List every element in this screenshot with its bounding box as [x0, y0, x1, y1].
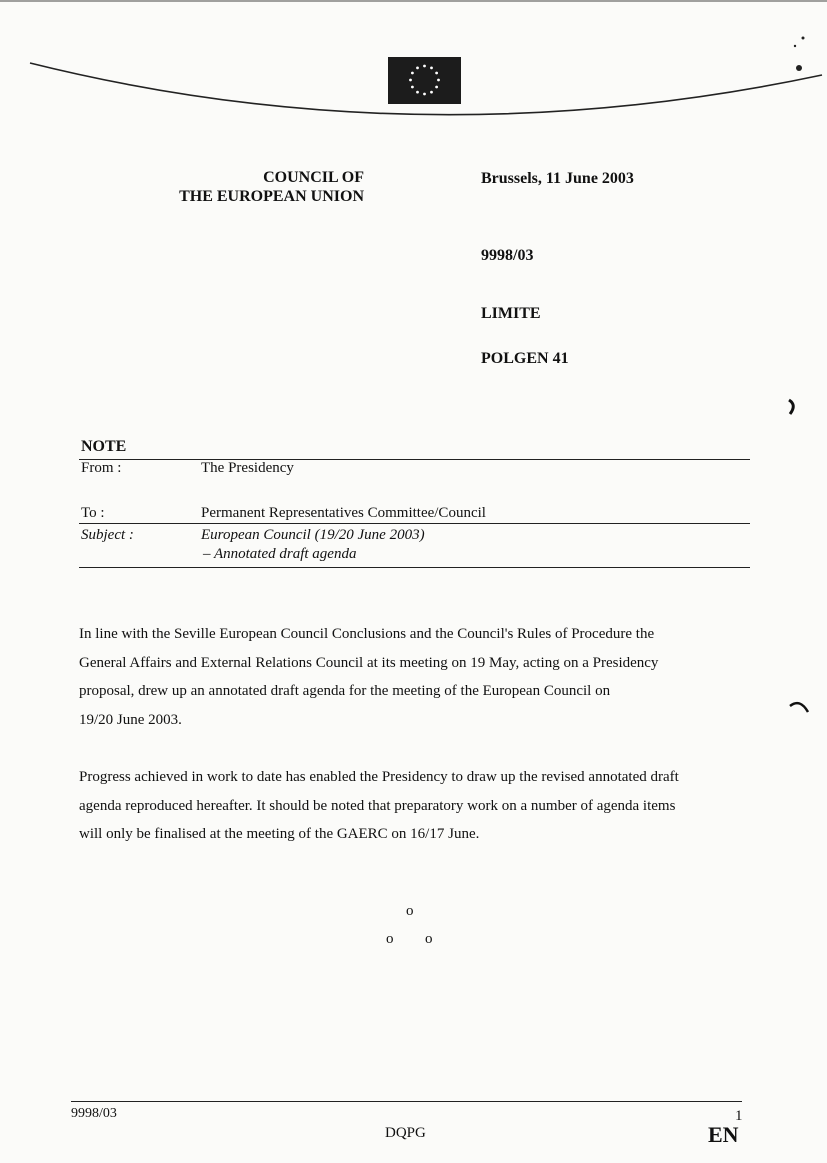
- note-title: NOTE: [81, 438, 127, 455]
- subject-line1: European Council (19/20 June 2003): [201, 527, 425, 543]
- to-value: Permanent Representatives Committee/Council: [201, 505, 486, 521]
- subject-label: Subject :: [81, 527, 134, 543]
- subject-line2: – Annotated draft agenda: [203, 546, 357, 562]
- footer-page-number: 1: [735, 1108, 743, 1124]
- paragraph-1-line: proposal, drew up an annotated draft agenda for the meeting of the European Council on: [79, 683, 611, 699]
- subject-divider: [79, 567, 750, 568]
- paragraph-1: [79, 620, 749, 734]
- paragraph-1-line: In line with the Seville European Council Conclusions and the Council's Rules of Procedure the: [79, 626, 655, 642]
- separator-mark-left: o: [386, 931, 394, 947]
- footer-doc-number: 9998/03: [71, 1106, 117, 1121]
- footer-divider: [71, 1101, 742, 1102]
- doc-code: POLGEN 41: [481, 350, 569, 367]
- paragraph-2-line: Progress achieved in work to date has enabled the Presidency to draw up the revised annotated draft: [79, 769, 679, 785]
- place-date: Brussels, 11 June 2003: [481, 170, 634, 187]
- footer-language: EN: [708, 1122, 739, 1147]
- paragraph-2-line: agenda reproduced hereafter. It should be noted that preparatory work on a number of agenda items: [79, 797, 676, 814]
- council-name-line1: COUNCIL OF: [263, 169, 364, 186]
- from-label: From :: [81, 460, 122, 476]
- footer-unit: DQPG: [385, 1125, 426, 1141]
- paragraph-1-line: General Affairs and External Relations Council at its meeting on 19 May, acting on a Presidency: [79, 654, 659, 671]
- council-name: [150, 168, 364, 206]
- paragraph-2-line: will only be finalised at the meeting of the GAERC on 16/17 June.: [79, 826, 480, 842]
- to-label: To :: [81, 505, 105, 521]
- note-divider-top: [79, 459, 750, 460]
- from-value: The Presidency: [201, 460, 294, 476]
- separator-mark-top: o: [406, 903, 414, 919]
- to-divider: [79, 523, 750, 524]
- separator-mark-right: o: [425, 931, 433, 947]
- council-name-line2: THE EUROPEAN UNION: [179, 188, 364, 205]
- paragraph-1-line: 19/20 June 2003.: [79, 711, 182, 728]
- paragraph-2: [79, 763, 749, 849]
- doc-number: 9998/03: [481, 247, 534, 264]
- classification: LIMITE: [481, 305, 541, 322]
